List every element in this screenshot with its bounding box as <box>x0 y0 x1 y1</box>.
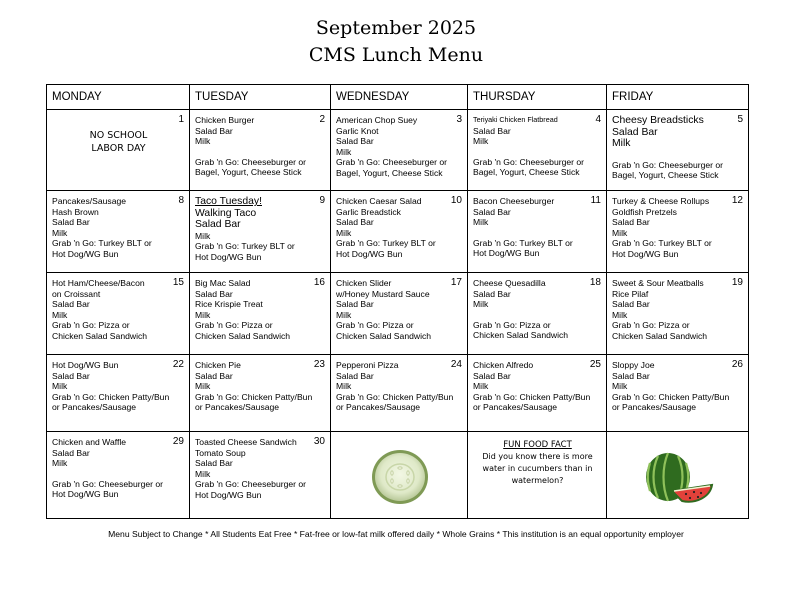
day-cell <box>607 191 749 273</box>
menu-item: Salad Bar <box>195 125 233 136</box>
menu-item: Grab 'n Go: Pizza or <box>336 320 414 330</box>
menu-item: Grab 'n Go: Turkey BLT or <box>52 238 152 248</box>
menu-item: w/Honey Mustard Sauce <box>336 288 430 299</box>
menu-item: Grab 'n Go: Cheeseburger or <box>612 159 724 170</box>
menu-item: Milk <box>612 381 628 391</box>
week-row <box>47 273 749 355</box>
menu-item: Grab 'n Go: Turkey BLT or <box>473 237 573 248</box>
menu-item: Salad Bar <box>612 126 658 138</box>
day-cell <box>331 355 468 432</box>
menu-item: Milk <box>52 458 68 468</box>
day-number: 26 <box>731 359 743 370</box>
menu-item: Cheesy Breadsticks <box>612 115 704 126</box>
menu-item: Hot Dog/WG Bun <box>52 489 119 499</box>
day-cell <box>331 273 468 355</box>
cucumber-illustration <box>336 437 463 516</box>
menu-item: Bacon Cheeseburger <box>473 196 555 206</box>
menu-item: Taco Tuesday! <box>195 196 262 207</box>
day-cell <box>607 355 749 432</box>
menu-item: Grab 'n Go: Chicken Patty/Bun <box>52 391 170 402</box>
day-number: 8 <box>178 195 184 206</box>
menu-item: Big Mac Salad <box>195 278 251 288</box>
menu-item: Chicken and Waffle <box>52 437 127 447</box>
menu-item: Milk <box>473 299 489 309</box>
menu-item: Milk <box>336 146 352 157</box>
menu-item: Garlic Breadstick <box>336 206 401 217</box>
menu-item: Salad Bar <box>336 217 374 227</box>
menu-item: Grab 'n Go: Pizza or <box>612 320 690 330</box>
menu-item: Grab 'n Go: Cheeseburger or <box>195 479 307 489</box>
menu-item: Turkey & Cheese Rollups <box>612 196 710 206</box>
menu-item: Milk <box>195 136 211 146</box>
week-row <box>47 355 749 432</box>
menu-item: Milk <box>52 227 68 238</box>
notice-line: LABOR DAY <box>91 143 146 154</box>
menu-item: Salad Bar <box>612 217 650 227</box>
menu-item: Chicken Salad Sandwich <box>473 330 569 340</box>
menu-item: Hot Dog/WG Bun <box>612 248 679 259</box>
day-number: 25 <box>589 359 601 370</box>
menu-item: Goldfish Pretzels <box>612 206 677 217</box>
day-number: 18 <box>589 277 601 288</box>
day-number: 4 <box>595 114 601 125</box>
spacer <box>52 469 185 479</box>
menu-school-title: CMS Lunch Menu <box>308 44 484 66</box>
menu-item: Bagel, Yogurt, Cheese Stick <box>336 167 443 178</box>
menu-item: Salad Bar <box>52 370 90 381</box>
week-row <box>47 110 749 191</box>
menu-item: Hot Dog/WG Bun <box>195 489 262 500</box>
menu-item: Grab 'n Go: Chicken Patty/Bun <box>473 391 591 402</box>
day-cell <box>47 432 190 519</box>
menu-item: Milk <box>336 309 352 320</box>
menu-item: Hot Dog/WG Bun <box>52 360 119 370</box>
menu-item: Salad Bar <box>195 288 233 299</box>
menu-item: Hot Dog/WG Bun <box>336 248 403 259</box>
menu-item: Milk <box>195 230 211 241</box>
fact-line: Did you know there is more <box>482 452 593 461</box>
menu-item: Milk <box>612 227 628 238</box>
day-number: 19 <box>731 277 743 288</box>
day-cell <box>190 110 331 191</box>
menu-item: Grab 'n Go: Turkey BLT or <box>195 241 295 251</box>
menu-item: Grab 'n Go: Pizza or <box>52 320 130 330</box>
menu-item: Hot Dog/WG Bun <box>473 248 540 258</box>
menu-item: Salad Bar <box>52 217 90 227</box>
spacer <box>473 228 602 238</box>
day-number: 11 <box>590 195 601 206</box>
menu-item: Milk <box>336 227 352 238</box>
menu-item: Salad Bar <box>612 370 650 381</box>
menu-item: Grab 'n Go: Chicken Patty/Bun <box>612 391 730 402</box>
day-cell <box>468 432 607 519</box>
week-row <box>47 191 749 273</box>
menu-item: Chicken Caesar Salad <box>336 196 422 206</box>
menu-item: Chicken Salad Sandwich <box>336 330 432 341</box>
day-cell <box>607 432 749 519</box>
day-cell <box>47 355 190 432</box>
weekday-header: WEDNESDAY <box>331 85 468 110</box>
menu-item: Teriyaki Chicken Flatbread <box>473 115 558 124</box>
day-number: 30 <box>313 436 325 447</box>
menu-item: Salad Bar <box>473 206 511 217</box>
menu-item: Milk <box>336 381 352 391</box>
day-number: 22 <box>172 359 184 370</box>
menu-item: Salad Bar <box>195 370 233 381</box>
day-number: 3 <box>456 114 462 125</box>
watermelon-icon <box>638 447 718 507</box>
menu-item: Salad Bar <box>195 458 233 468</box>
day-number: 10 <box>450 195 462 206</box>
fact-line: water in cucumbers than in <box>482 464 593 473</box>
day-number: 2 <box>319 114 325 125</box>
menu-item: Grab 'n Go: Cheeseburger or <box>195 156 307 167</box>
menu-item: Bagel, Yogurt, Cheese Stick <box>612 170 719 180</box>
menu-item: Salad Bar <box>336 136 374 146</box>
week-row <box>47 432 749 519</box>
menu-item: Milk <box>195 309 211 320</box>
menu-item: Grab 'n Go: Cheeseburger or <box>52 478 164 489</box>
day-cell <box>331 432 468 519</box>
menu-item: Toasted Cheese Sandwich <box>195 437 297 447</box>
menu-item: Hot Ham/Cheese/Bacon <box>52 278 145 288</box>
spacer <box>612 150 744 160</box>
menu-item: Chicken Slider <box>336 278 392 288</box>
menu-item: Milk <box>473 217 489 227</box>
menu-item: Bagel, Yogurt, Cheese Stick <box>473 167 580 177</box>
menu-item: Salad Bar <box>52 299 90 309</box>
fact-heading: FUN FOOD FACT <box>503 440 572 450</box>
menu-item: Hash Brown <box>52 206 99 217</box>
menu-item: Grab 'n Go: Pizza or <box>473 319 551 330</box>
spacer <box>473 310 602 320</box>
lunch-menu-calendar <box>46 84 749 519</box>
weekday-header: MONDAY <box>47 85 190 110</box>
day-cell <box>607 110 749 191</box>
menu-item: Salad Bar <box>52 447 90 458</box>
day-number: 17 <box>450 277 462 288</box>
menu-item: Rice Pilaf <box>612 288 649 299</box>
day-number: 24 <box>450 359 462 370</box>
menu-item: Chicken Salad Sandwich <box>52 330 148 341</box>
menu-item: or Pancakes/Sausage <box>336 402 421 412</box>
menu-item: Grab 'n Go: Pizza or <box>195 320 273 330</box>
menu-item: Cheese Quesadilla <box>473 278 546 288</box>
menu-item: Salad Bar <box>473 370 511 381</box>
menu-item: Rice Krispie Treat <box>195 299 263 309</box>
menu-item: Salad Bar <box>473 125 511 136</box>
menu-item: Milk <box>612 138 631 149</box>
day-cell <box>47 191 190 273</box>
day-cell <box>47 273 190 355</box>
fun-food-fact <box>473 437 602 487</box>
menu-item: Salad Bar <box>195 219 241 230</box>
day-number: 16 <box>313 277 325 288</box>
spacer <box>195 147 326 157</box>
menu-item: Pancakes/Sausage <box>52 196 127 206</box>
menu-footer-note: Menu Subject to Change * All Students Eat Free * Fat-free or low-fat milk offered daily * Whole Grains * This institution is an equal opportunity employer <box>108 529 684 539</box>
day-number: 23 <box>313 359 325 370</box>
spacer <box>473 147 602 157</box>
menu-item: or Pancakes/Sausage <box>473 402 558 412</box>
menu-item: Tomato Soup <box>195 447 246 458</box>
menu-item: Milk <box>612 309 628 320</box>
day-cell <box>47 110 190 191</box>
menu-item: Chicken Alfredo <box>473 360 534 370</box>
menu-item: Grab 'n Go: Chicken Patty/Bun <box>336 391 454 402</box>
menu-item: Salad Bar <box>336 370 374 381</box>
menu-item: Milk <box>473 381 489 391</box>
menu-item: or Pancakes/Sausage <box>52 402 137 412</box>
fact-line: watermelon? <box>511 476 564 485</box>
day-number: 15 <box>172 277 184 288</box>
day-number: 5 <box>737 114 743 125</box>
menu-item: Grab 'n Go: Turkey BLT or <box>612 238 712 248</box>
day-number: 1 <box>178 114 184 125</box>
menu-item: Hot Dog/WG Bun <box>195 251 262 262</box>
menu-item: Milk <box>52 381 68 391</box>
menu-item: Grab 'n Go: Turkey BLT or <box>336 238 436 248</box>
day-cell <box>468 273 607 355</box>
no-school-notice <box>52 129 185 155</box>
menu-item: Hot Dog/WG Bun <box>52 248 119 259</box>
menu-item: Grab 'n Go: Chicken Patty/Bun <box>195 391 313 402</box>
menu-item: Bagel, Yogurt, Cheese Stick <box>195 167 302 177</box>
day-cell <box>190 355 331 432</box>
day-cell <box>331 191 468 273</box>
menu-item: Chicken Burger <box>195 115 255 125</box>
day-cell <box>190 191 331 273</box>
menu-item: on Croissant <box>52 288 101 299</box>
menu-item: Milk <box>195 381 211 391</box>
menu-month-title: September 2025 <box>315 17 477 39</box>
menu-item: Salad Bar <box>612 299 650 309</box>
watermelon-illustration <box>612 437 744 516</box>
day-number: 9 <box>319 195 325 206</box>
menu-item: Grab 'n Go: Cheeseburger or <box>336 157 448 167</box>
weekday-header: THURSDAY <box>468 85 607 110</box>
menu-item: Milk <box>473 136 489 146</box>
menu-item: Walking Taco <box>195 207 257 219</box>
day-cell <box>331 110 468 191</box>
day-cell <box>607 273 749 355</box>
day-cell <box>190 432 331 519</box>
menu-item: Sweet & Sour Meatballs <box>612 278 704 288</box>
day-cell <box>190 273 331 355</box>
menu-item: Chicken Salad Sandwich <box>612 330 708 341</box>
weekday-header: FRIDAY <box>607 85 749 110</box>
day-cell <box>468 355 607 432</box>
menu-item: or Pancakes/Sausage <box>195 402 280 412</box>
cucumber-slice-icon <box>369 446 431 508</box>
menu-item: Chicken Salad Sandwich <box>195 330 291 341</box>
day-cell <box>468 191 607 273</box>
menu-item: Grab 'n Go: Cheeseburger or <box>473 156 585 167</box>
menu-item: American Chop Suey <box>336 115 418 125</box>
menu-item: Milk <box>52 309 68 320</box>
menu-item: Sloppy Joe <box>612 360 655 370</box>
menu-item: Milk <box>195 468 211 479</box>
weekday-header-row <box>47 85 749 110</box>
menu-item: or Pancakes/Sausage <box>612 402 697 412</box>
day-number: 29 <box>172 436 184 447</box>
notice-line: NO SCHOOL <box>89 130 148 141</box>
menu-item: Salad Bar <box>473 288 511 299</box>
weekday-header: TUESDAY <box>190 85 331 110</box>
day-cell <box>468 110 607 191</box>
menu-item: Pepperoni Pizza <box>336 360 399 370</box>
menu-item: Chicken Pie <box>195 360 241 370</box>
menu-item: Salad Bar <box>336 299 374 309</box>
menu-item: Garlic Knot <box>336 125 379 136</box>
day-number: 12 <box>731 195 743 206</box>
